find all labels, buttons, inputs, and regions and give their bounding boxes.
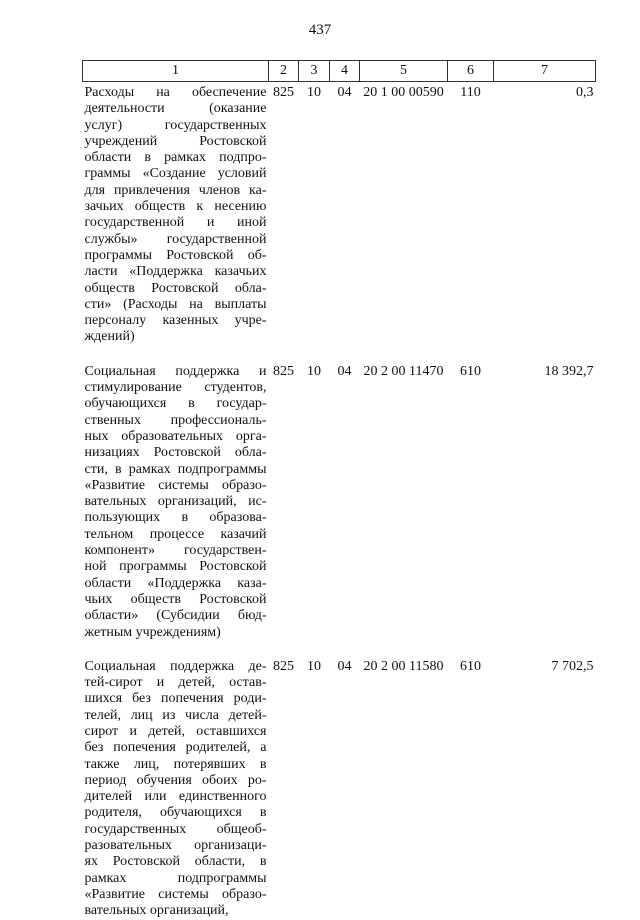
expense-description (83, 656, 269, 920)
description-line: вательных организаций, (84, 903, 229, 919)
description-line: сти, в рамках подпрограммы (84, 461, 267, 477)
description-line: для привлечения членов ка- (84, 182, 267, 198)
subsection-code-cell: 04 (337, 363, 352, 379)
description-line: области «Поддержка каза- (84, 575, 267, 591)
row-spacer-cell (83, 641, 596, 656)
subsection-code-cell: 04 (337, 85, 352, 100)
description-line: тельном процессе казачий (84, 526, 267, 542)
description-line: учреждений Ростовской (84, 133, 267, 149)
description-line: стимулирование студентов, (84, 380, 267, 396)
amount-cell: 18 392,7 (544, 363, 594, 379)
amount-cell: 7 702,5 (551, 658, 594, 674)
description-line: без попечения родителей, а (84, 740, 267, 756)
section-code-cell: 10 (307, 658, 321, 674)
description-line: разовательных организаци- (84, 838, 267, 854)
description-line: период обучения обоих ро- (84, 772, 267, 788)
description-line: услуг) государственных (84, 117, 267, 133)
header-cell-5: 5 (360, 61, 448, 82)
header-cell-2: 2 (269, 61, 299, 82)
description-line: Социальная поддержка де- (84, 658, 267, 674)
description-line: ждений) (84, 329, 135, 345)
description-line: области» (Субсидии бюд- (84, 608, 267, 624)
description-line: сти» (Расходы на выплаты (84, 296, 267, 312)
description-line: родителя, обучающихся в (84, 805, 267, 821)
amount-cell: 0,3 (576, 85, 594, 100)
table-body (83, 82, 596, 920)
description-line: телей, лиц из числа детей- (84, 707, 267, 723)
target-article-cell: 20 1 00 00590 (363, 85, 444, 100)
description-line: низациях Ростовской обла- (84, 445, 267, 461)
description-line: обществ Ростовской обла- (84, 280, 267, 296)
expense-description (83, 361, 269, 641)
description-line: также лиц, потерявших в (84, 756, 267, 772)
header-cell-7: 7 (494, 61, 596, 82)
description-line: ственных профессиональ- (84, 412, 267, 428)
expense-description (83, 82, 269, 346)
description-line: области в рамках подпро- (84, 150, 267, 166)
budget-table (82, 60, 596, 920)
description-line: ных образовательных орга- (84, 428, 267, 444)
expense-type-cell: 610 (460, 363, 481, 379)
table-row (83, 656, 596, 920)
description-line: службы» государственной (84, 231, 267, 247)
description-line: шихся без попечения роди- (84, 691, 267, 707)
table-row (83, 82, 596, 346)
header-row (83, 61, 596, 82)
description-line: «Развитие системы образо- (84, 477, 267, 493)
description-line: граммы «Создание условий (84, 166, 267, 182)
row-spacer (83, 346, 596, 361)
description-line: ях Ростовской области, в (84, 854, 267, 870)
description-line: ласти «Поддержка казачьих (84, 264, 267, 280)
description-line: чьих обществ Ростовской (84, 591, 267, 607)
description-line: рамках подпрограммы (84, 870, 267, 886)
target-article-cell: 20 2 00 11580 (363, 658, 444, 674)
header-cell-3: 3 (299, 61, 330, 82)
description-line: программы Ростовской об- (84, 247, 267, 263)
description-line: сирот и детей, оставшихся (84, 723, 267, 739)
description-line: деятельности (оказание (84, 101, 267, 117)
section-code-cell: 10 (307, 85, 321, 100)
description-line: обучающихся в государ- (84, 396, 267, 412)
header-cell-6: 6 (448, 61, 494, 82)
section-code-cell: 10 (307, 363, 321, 379)
description-line: вательных организаций, ис- (84, 494, 267, 510)
description-line: дителей или единственного (84, 789, 267, 805)
table-row (83, 361, 596, 641)
description-line: персоналу казенных учре- (84, 313, 267, 329)
description-line: тей-сирот и детей, остав- (84, 675, 267, 691)
description-line: зачьих обществ к несению (84, 199, 267, 215)
ministry-code-cell: 825 (273, 658, 294, 674)
description-line: государственных общеоб- (84, 821, 267, 837)
description-line: пользующих в образова- (84, 510, 267, 526)
description-line: Социальная поддержка и (84, 363, 267, 379)
description-line: государственной и иной (84, 215, 267, 231)
description-line: «Развитие системы образо- (84, 886, 267, 902)
row-spacer-cell (83, 346, 596, 361)
row-spacer (83, 641, 596, 656)
header-cell-1: 1 (83, 61, 269, 82)
ministry-code-cell: 825 (273, 363, 294, 379)
expense-type-cell: 110 (460, 85, 481, 100)
description-line: жетным учреждениям) (84, 624, 221, 640)
ministry-code-cell: 825 (273, 85, 294, 100)
description-line: Расходы на обеспечение (84, 85, 267, 100)
subsection-code-cell: 04 (337, 658, 352, 674)
description-line: компонент» государствен- (84, 543, 267, 559)
description-line: ной программы Ростовской (84, 559, 267, 575)
target-article-cell: 20 2 00 11470 (363, 363, 444, 379)
expense-type-cell: 610 (460, 658, 481, 674)
page-number: 437 (308, 22, 332, 38)
header-cell-4: 4 (330, 61, 360, 82)
